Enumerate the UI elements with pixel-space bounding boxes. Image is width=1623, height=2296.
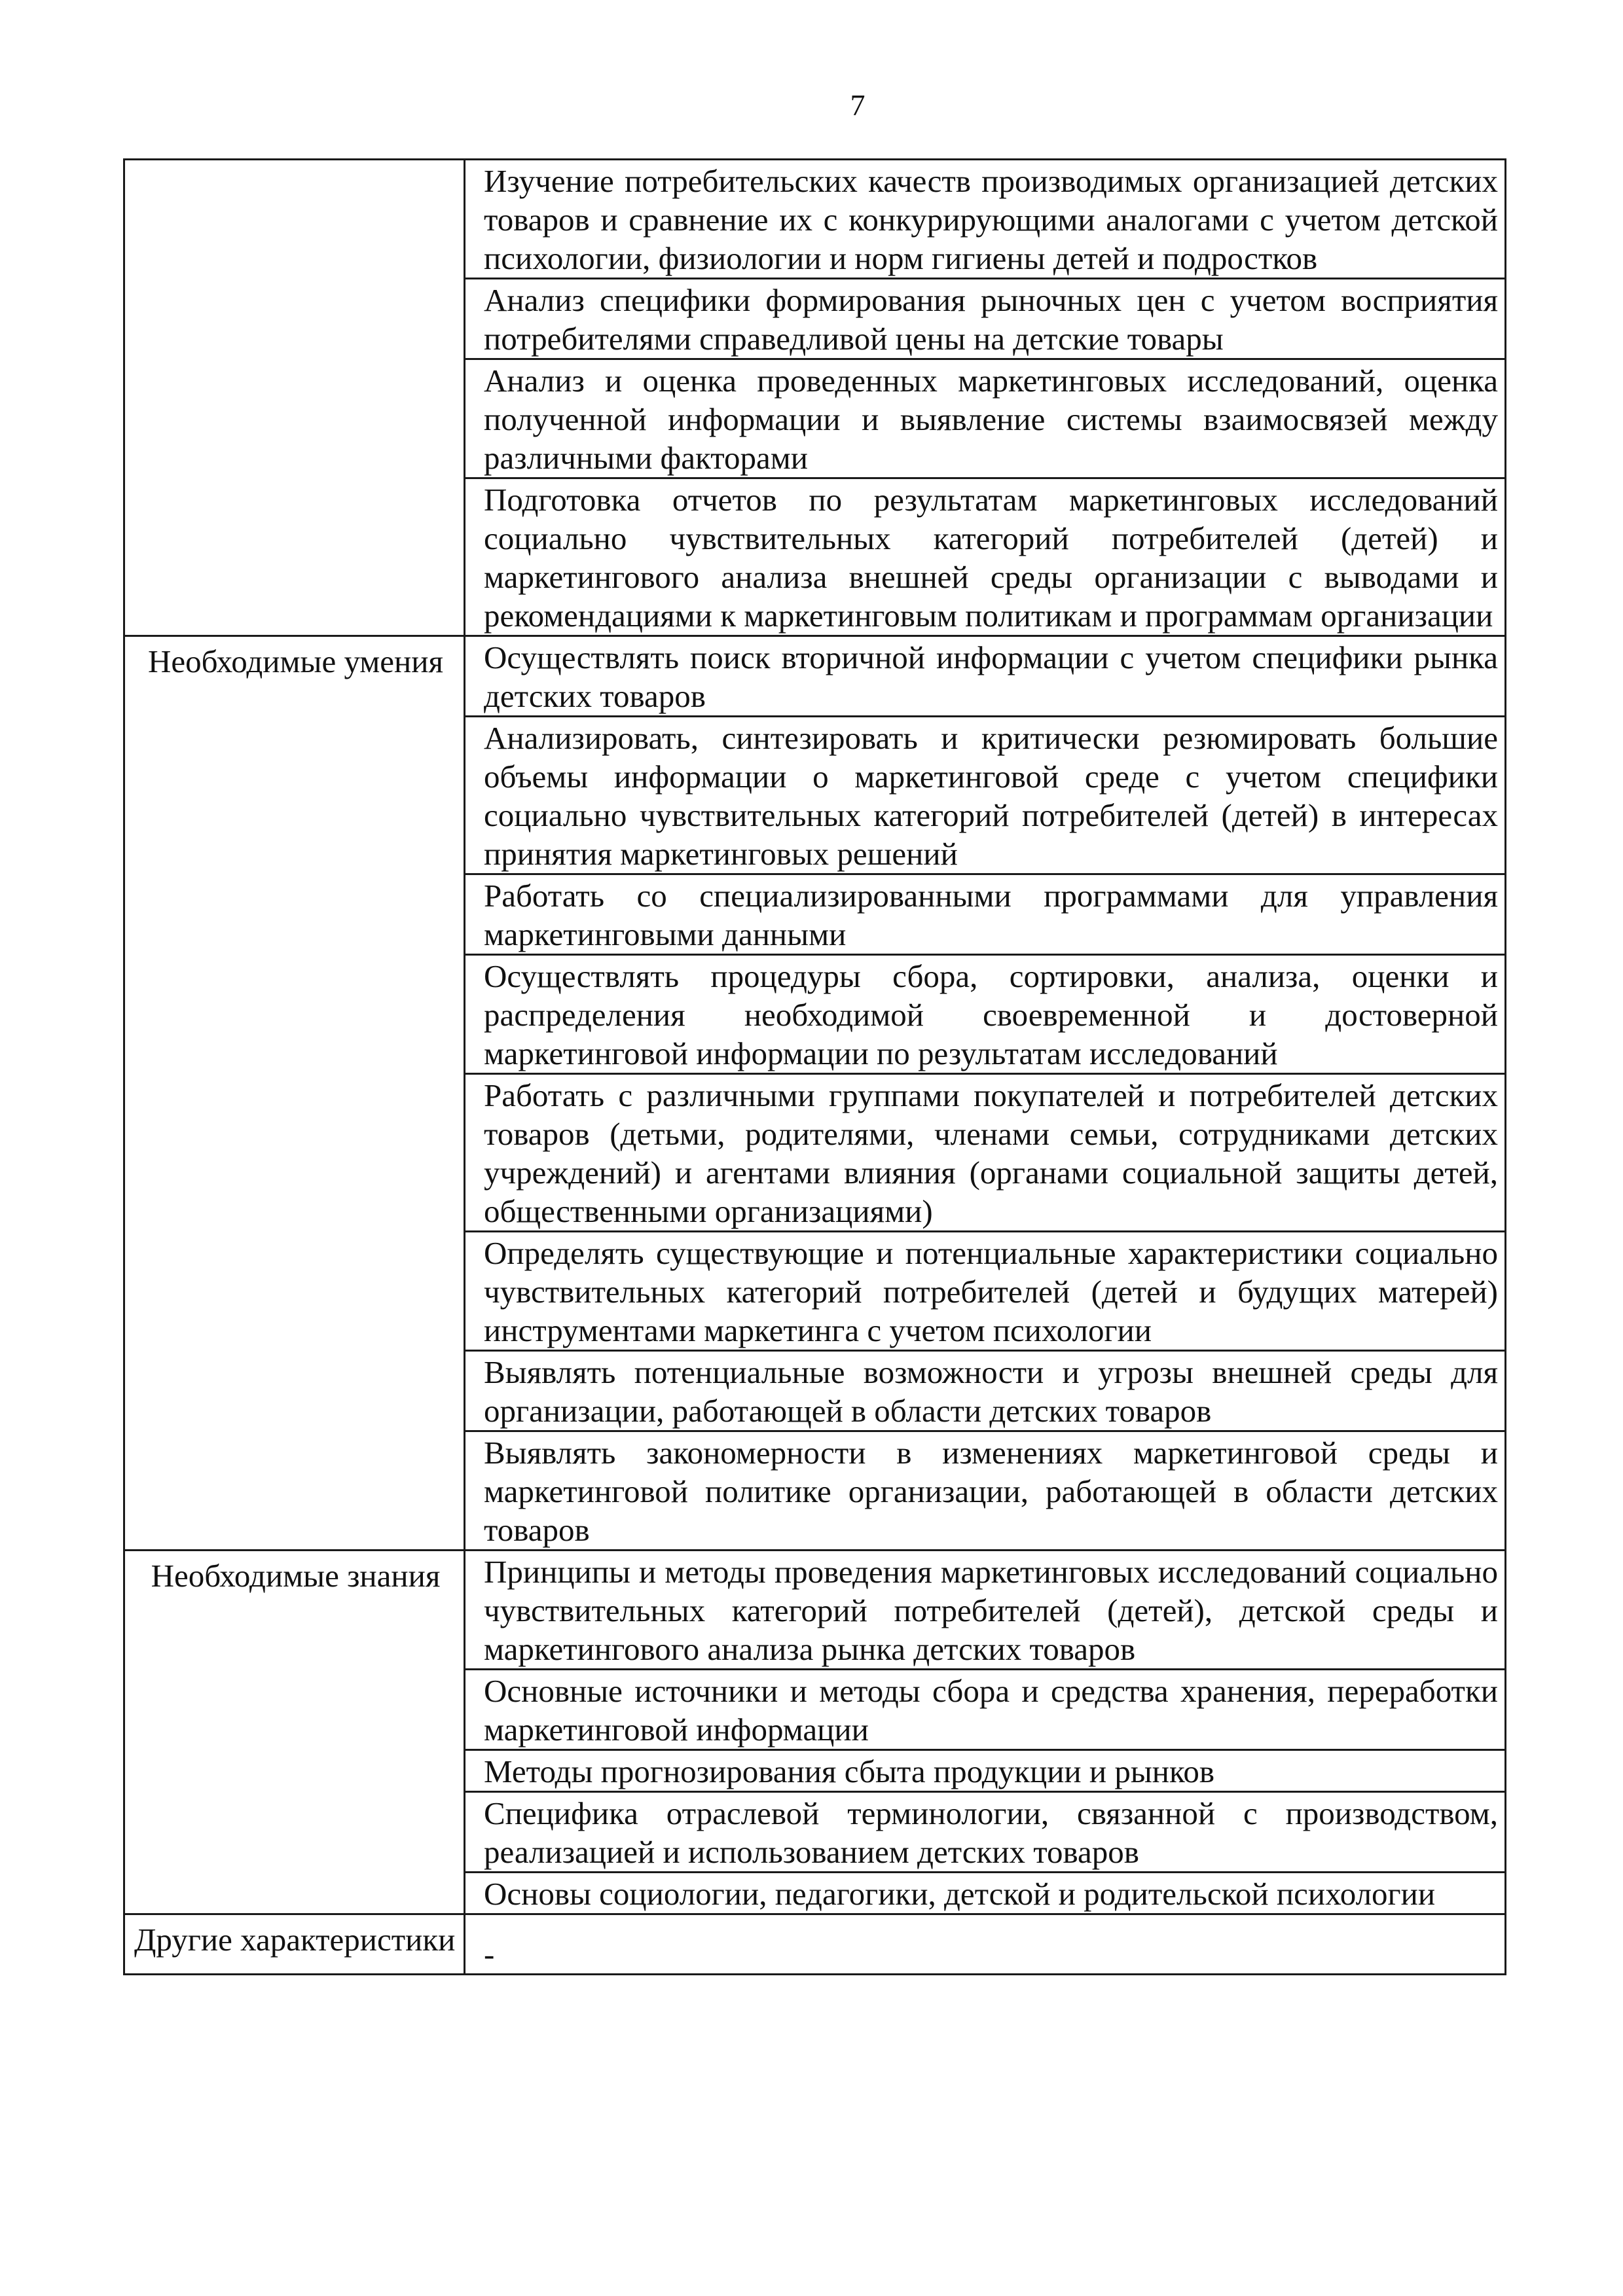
skill-cell: Работать с различными группами покупателей и потребителей детских товаров (детьми, родителями, членами семьи, сотрудниками детских учреждений) и агентами влияния (органами социальной защиты детей, общественными организациями) xyxy=(465,1074,1506,1232)
labor-action-cell: Подготовка отчетов по результатам маркетинговых исследований социально чувствительных категорий потребителей (детей) и маркетингового анализа внешней среды организации с выводами и рекомендациями к маркетинговым политикам и программам организации xyxy=(465,478,1506,636)
qualification-table xyxy=(123,158,1506,1975)
page-number: 7 xyxy=(850,88,866,122)
other-characteristics-value: - xyxy=(465,1914,1506,1975)
knowledge-label: Необходимые знания xyxy=(124,1551,465,1914)
knowledge-cell: Основы социологии, педагогики, детской и родительской психологии xyxy=(465,1873,1506,1914)
skill-cell: Анализировать, синтезировать и критически резюмировать большие объемы информации о маркетинговой среде с учетом специфики социально чувствительных категорий потребителей (детей) в интересах принятия маркетинговых решений xyxy=(465,717,1506,874)
skill-cell: Осуществлять процедуры сбора, сортировки, анализа, оценки и распределения необходимой своевременной и достоверной маркетинговой информации по результатам исследований xyxy=(465,955,1506,1074)
table-row xyxy=(124,636,1506,717)
labor-actions-label-cell xyxy=(124,160,465,636)
skill-cell: Работать со специализированными программами для управления маркетинговыми данными xyxy=(465,874,1506,955)
table-row xyxy=(124,1551,1506,1670)
table-row xyxy=(124,1914,1506,1975)
knowledge-cell: Специфика отраслевой терминологии, связанной с производством, реализацией и использованием детских товаров xyxy=(465,1792,1506,1873)
labor-action-cell: Анализ специфики формирования рыночных цен с учетом восприятия потребителями справедливой цены на детские товары xyxy=(465,279,1506,359)
other-characteristics-label: Другие характеристики xyxy=(124,1914,465,1975)
skills-label: Необходимые умения xyxy=(124,636,465,1551)
labor-action-cell: Изучение потребительских качеств производимых организацией детских товаров и сравнение их с конкурирующими аналогами с учетом детской психологии, физиологии и норм гигиены детей и подростков xyxy=(465,160,1506,279)
knowledge-cell: Методы прогнозирования сбыта продукции и рынков xyxy=(465,1750,1506,1792)
skill-cell: Осуществлять поиск вторичной информации с учетом специфики рынка детских товаров xyxy=(465,636,1506,717)
table-row xyxy=(124,160,1506,279)
skill-cell: Определять существующие и потенциальные характеристики социально чувствительных категорий потребителей (детей и будущих матерей) инструментами маркетинга с учетом психологии xyxy=(465,1232,1506,1351)
knowledge-cell: Принципы и методы проведения маркетинговых исследований социально чувствительных категорий потребителей (детей), детской среды и маркетингового анализа рынка детских товаров xyxy=(465,1551,1506,1670)
knowledge-cell: Основные источники и методы сбора и средства хранения, переработки маркетинговой информации xyxy=(465,1670,1506,1750)
skill-cell: Выявлять закономерности в изменениях маркетинговой среды и маркетинговой политике организации, работающей в области детских товаров xyxy=(465,1431,1506,1551)
labor-action-cell: Анализ и оценка проведенных маркетинговых исследований, оценка полученной информации и выявление системы взаимосвязей между различными факторами xyxy=(465,359,1506,478)
skill-cell: Выявлять потенциальные возможности и угрозы внешней среды для организации, работающей в области детских товаров xyxy=(465,1351,1506,1431)
